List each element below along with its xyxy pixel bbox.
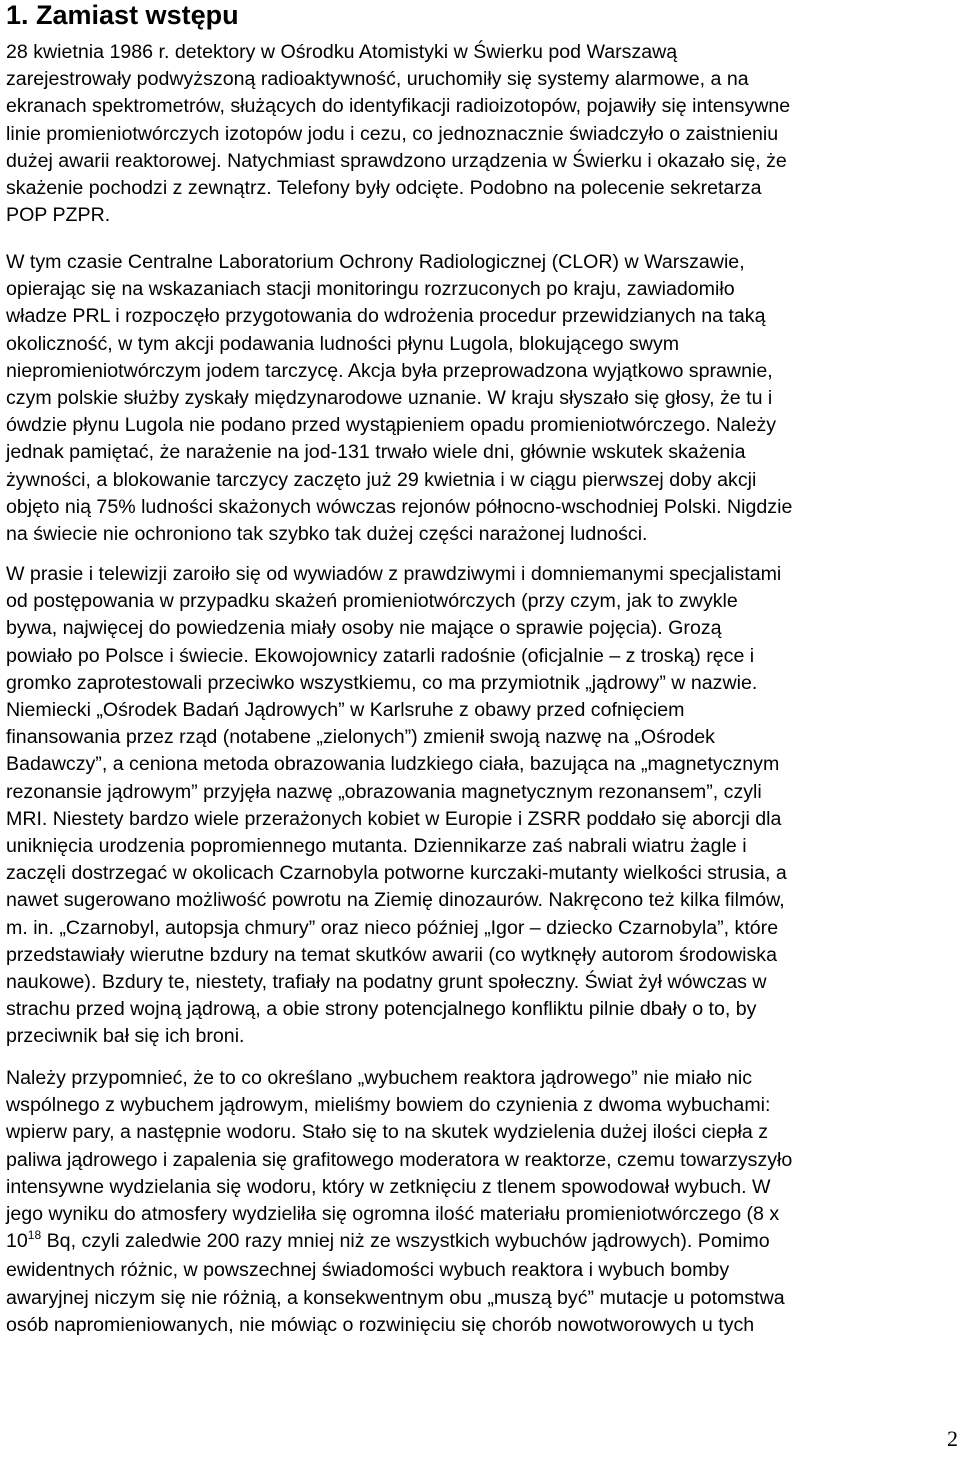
text-line: opierając się na wskazaniach stacji monitoringu rozrzuconych po kraju, zawiadomiło: [6, 278, 735, 301]
paragraph: [6, 561, 787, 1051]
text-line: wspólnego z wybuchem jądrowym, mieliśmy bowiem do czynienia z dwoma wybuchami:: [6, 1094, 771, 1117]
text-line: okoliczność, w tym akcji podawania ludności płynu Lugola, blokującego swym: [6, 332, 680, 355]
text-line: żywności, a blokowanie tarczycy zaczęto już 29 kwietnia i w ciągu pierwszej doby akcji: [6, 468, 757, 491]
text-line: zarejestrowały podwyższoną radioaktywność, uruchomiły się systemy alarmowe, a na: [6, 68, 749, 91]
paragraph: [6, 1065, 792, 1339]
text-line: przeciwnik bał się ich broni.: [6, 1025, 245, 1048]
text-line: od postępowania w przypadku skażeń promieniotwórczych (przy czym, jak to zwykle: [6, 590, 738, 613]
text-line: nawet sugerowano możliwość powrotu na Ziemię dinozaurów. Nakręcono też kilka filmów,: [6, 889, 785, 912]
text-line: strachu przed wojną jądrową, a obie strony potencjalnego konfliktu pilnie dbały o to, by: [6, 998, 757, 1021]
text-line: MRI. Niestety bardzo wiele przerażonych kobiet w Europie i ZSRR poddało się aborcji dla: [6, 807, 782, 830]
text-line: dużej awarii reaktorowej. Natychmiast sprawdzono urządzenia w Świerku i okazało się, że: [6, 149, 787, 172]
paragraph: [6, 249, 792, 548]
text-line: na świecie nie ochroniono tak szybko tak dużej części narażonej ludności.: [6, 523, 648, 546]
text-line: jednak pamiętać, że narażenie na jod-131 trwało wiele dni, głównie wskutek skażenia: [6, 441, 746, 464]
text-line: W tym czasie Centralne Laboratorium Ochrony Radiologicznej (CLOR) w Warszawie,: [6, 251, 745, 273]
text-line: uniknięcia urodzenia popromiennego mutanta. Dziennikarze zaś nabrali wiatru żagle i: [6, 835, 747, 858]
text-line: przedstawiały wierutne bzdury na temat skutków awarii (co wytknęły autorom środowiska: [6, 943, 777, 966]
superscript: 18: [27, 1228, 42, 1243]
text-line: paliwa jądrowego i zapalenia się grafitowego moderatora w reaktorze, czemu towarzyszyło: [6, 1148, 793, 1171]
text-line: zaczęli dostrzegać w okolicach Czarnobyla potworne kurczaki-mutanty wielkości strusia, a: [6, 862, 787, 885]
text-line: Należy przypomnieć, że to co określano „wybuchem reaktora jądrowego” nie miało nic: [6, 1067, 752, 1089]
section-heading: 1. Zamiast wstępu: [6, 0, 239, 30]
text-line: jego wyniku do atmosfery wydzieliła się ogromna ilość materiału promieniotwórczego (8 x: [6, 1203, 780, 1226]
text-line: bywa, najwięcej do powiedzenia miały osoby nie mające o sprawie pojęcia). Grozą: [6, 617, 722, 640]
text-line: naukowe). Bzdury te, niestety, trafiały na podatny grunt społeczny. Świat żył wówczas w: [6, 971, 767, 994]
text-line: 28 kwietnia 1986 r. detektory w Ośrodku Atomistyki w Świerku pod Warszawą: [6, 41, 678, 63]
text-line: powiało po Polsce i świecie. Ekowojownicy zatarli radośnie (oficjalnie – z troską) ręce i: [6, 644, 755, 667]
text-line: niepromieniotwórczym jodem tarczycę. Akcja była przeprowadzona wyjątkowo sprawnie,: [6, 359, 773, 382]
text-line: awaryjnej niczym się nie różnią, a konsekwentnym obu „muszą być” mutacje u potomstwa: [6, 1286, 785, 1309]
text-line: linie promieniotwórczych izotopów jodu i cezu, co jednoznacznie świadczyło o zaistnieniu: [6, 122, 779, 145]
text-line: wpierw pary, a następnie wodoru. Stało się to na skutek wydzielenia dużej ilości ciepła z: [6, 1121, 769, 1144]
text-line: W prasie i telewizji zaroiło się od wywiadów z prawdziwymi i domniemanymi specjalistami: [6, 563, 782, 585]
text-line: objęto nią 75% ludności skażonych wówczas rejonów północno-wschodniej Polski. Nigdzie: [6, 495, 793, 518]
text-line: skażenie pochodzi z zewnątrz. Telefony były odcięte. Podobno na polecenie sekretarza: [6, 177, 762, 200]
text-line: ówdzie płynu Lugola nie podano przed wystąpieniem opadu promieniotwórczego. Należy: [6, 414, 777, 437]
page-number: 2: [947, 1426, 958, 1451]
text-line: czym polskie służby zyskały międzynarodowe uznanie. W kraju słyszało się głosy, że tu i: [6, 387, 773, 410]
text-line: rezonansie jądrowym” przyjęła nazwę „obrazowania magnetycznym rezonansem”, czyli: [6, 780, 762, 803]
text-line: gromko zaprotestowali przeciwko wszystkiemu, co ma przymiotnik „jądrowy” w nazwie.: [6, 671, 758, 694]
text-line: Badawczy”, a ceniona metoda obrazowania ludzkiego ciała, bazująca na „magnetycznym: [6, 753, 780, 776]
text-line: m. in. „Czarnobyl, autopsja chmury” oraz nieco później „Igor – dziecko Czarnobyla”, które: [6, 916, 779, 939]
text-run: Bq, czyli zaledwie 200 razy mniej niż ze wszystkich wybuchów jądrowych). Pomimo: [41, 1230, 770, 1253]
text-line: osób napromieniowanych, nie mówiąc o rozwinięciu się chorób nowotworowych u tych: [6, 1313, 755, 1336]
text-line: finansowania przez rząd (notabene „zielonych”) zmienił swoją nazwę na „Ośrodek: [6, 726, 715, 749]
text-line: Niemiecki „Ośrodek Badań Jądrowych” w Karlsruhe z obawy przed cofnięciem: [6, 699, 685, 722]
text-line: POP PZPR.: [6, 204, 111, 227]
text-line: intensywne wydzielania się wodoru, który w zetknięciu z tlenem spowodował wybuch. W: [6, 1175, 771, 1198]
text-line: władze PRL i rozpoczęło przygotowania do wdrożenia procedur przewidzianych na taką: [6, 305, 766, 328]
text-run: 10: [6, 1230, 28, 1253]
text-line: [6, 1228, 792, 1257]
paragraph: [6, 39, 790, 229]
text-line: ewidentnych różnic, w powszechnej świadomości wybuch reaktora i wybuch bomby: [6, 1259, 730, 1282]
text-line: ekranach spektrometrów, służących do identyfikacji radioizotopów, pojawiły się intensywne: [6, 95, 791, 118]
